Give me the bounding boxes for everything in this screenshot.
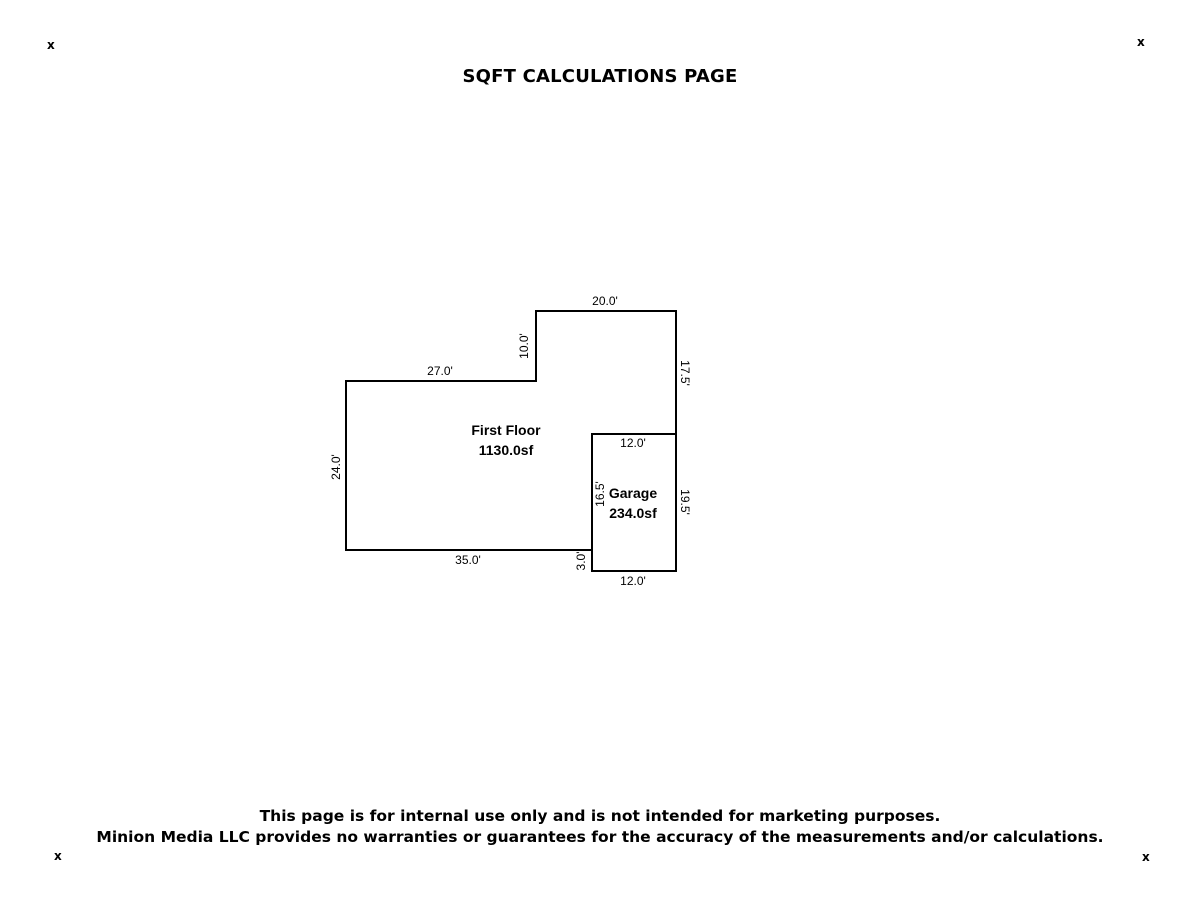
dim-first-floor-bottom: 35.0' bbox=[455, 553, 481, 567]
disclaimer-no-warranty: Minion Media LLC provides no warranties or guarantees for the accuracy of the measurements and/or calculations. bbox=[96, 828, 1104, 846]
dim-first-floor-bottom-step: 3.0' bbox=[574, 551, 588, 571]
dim-garage-left: 16.5' bbox=[593, 481, 607, 507]
dim-first-floor-top-right: 20.0' bbox=[592, 294, 618, 308]
dim-first-floor-right-upper: 17.5' bbox=[678, 360, 692, 386]
first-floor-area: 1130.0sf bbox=[478, 442, 534, 458]
corner-mark-bottom-right: x bbox=[1142, 850, 1150, 864]
first-floor-name: First Floor bbox=[471, 422, 541, 438]
dim-first-floor-top-left: 27.0' bbox=[427, 364, 453, 378]
dim-first-floor-left: 24.0' bbox=[329, 454, 343, 480]
garage-name: Garage bbox=[608, 485, 658, 501]
page-title: SQFT CALCULATIONS PAGE bbox=[462, 66, 738, 87]
corner-mark-top-left: x bbox=[47, 38, 55, 52]
disclaimer-internal-use: This page is for internal use only and is not intended for marketing purposes. bbox=[259, 807, 941, 825]
corner-mark-top-right: x bbox=[1137, 35, 1145, 49]
dim-garage-right: 19.5' bbox=[678, 489, 692, 515]
dim-garage-top: 12.0' bbox=[620, 436, 646, 450]
dim-garage-bottom: 12.0' bbox=[620, 574, 646, 588]
corner-mark-bottom-left: x bbox=[54, 849, 62, 863]
garage-area: 234.0sf bbox=[609, 505, 657, 521]
dim-first-floor-step: 10.0' bbox=[517, 333, 531, 359]
